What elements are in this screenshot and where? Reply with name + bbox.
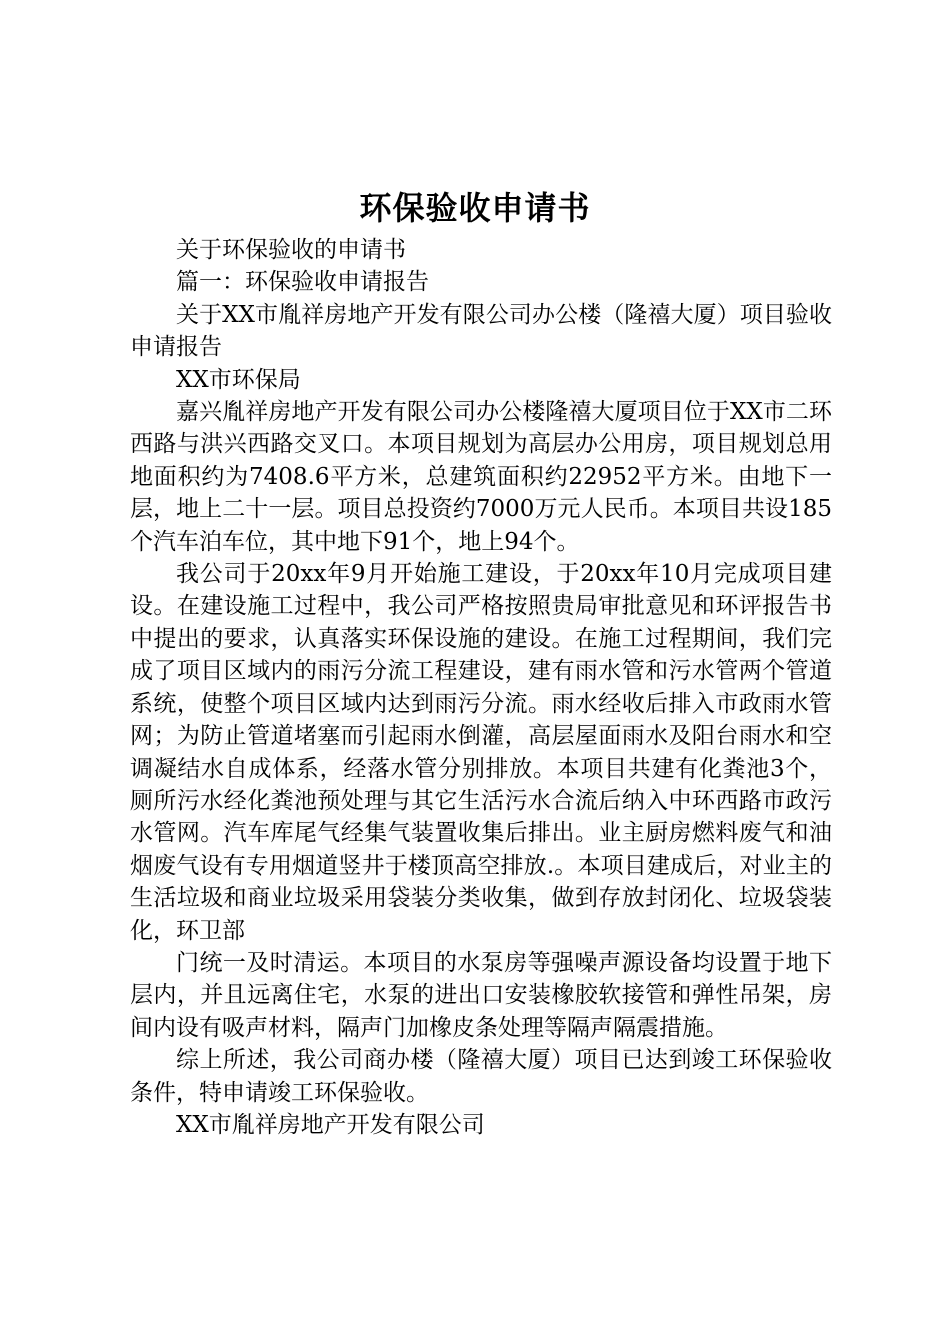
document-body (130, 234, 832, 1141)
paragraph-project-overview: 嘉兴胤祥房地产开发有限公司办公楼隆禧大厦项目位于XX市二环西路与洪兴西路交叉口。本项目规划为高层办公用房，项目规划总用地面积约为7408.6平方米，总建筑面积约22952平方米。由地下一层，地上二十一层。项目总投资约7000万元人民币。本项目共设185个汽车泊车位，其中地下91个，地上94个。 (130, 399, 832, 555)
paragraph-subject: 关于环保验收的申请书 (176, 237, 406, 263)
paragraph-signature-company: XX市胤祥房地产开发有限公司 (176, 1111, 485, 1138)
paragraph-construction-details: 我公司于20xx年9月开始施工建设，于20xx年10月完成项目建设。在建设施工过程中，我公司严格按照贵局审批意见和环评报告书中提出的要求，认真落实环保设施的建设。在施工过程期间，我们完成了项目区域内的雨污分流工程建设，建有雨水管和污水管两个管道系统，使整个项目区域内达到雨污分流。雨水经收后排入市政雨水管网；为防止管道堵塞而引起雨水倒灌，高层屋面雨水及阳台雨水和空调凝结水自成体系，经落水管分别排放。本项目共建有化粪池3个，厕所污水经化粪池预处理与其它生活污水合流后纳入中环西路市政污水管网。汽车库尾气经集气装置收集后排出。业主厨房燃料废气和油烟废气设有专用烟道竖井于楼顶高空排放.。本项目建成后，对业主的生活垃圾和商业垃圾采用袋装分类收集，做到存放封闭化、垃圾袋装化，环卫部 (130, 561, 832, 944)
paragraph-report-title: 关于XX市胤祥房地产开发有限公司办公楼（隆禧大厦）项目验收申请报告 (130, 301, 832, 361)
paragraph-section-heading: 篇一：环保验收申请报告 (176, 269, 429, 296)
document-title: 环保验收申请书 (359, 189, 591, 227)
paragraph-recipient: XX市环保局 (176, 366, 301, 393)
paragraph-noise-measures: 门统一及时清运。本项目的水泵房等强噪声源设备均设置于地下层内，并且远离住宅，水泵的进出口安装橡胶软接管和弹性吊架，房间内设有吸声材料，隔声门加橡皮条处理等隔声隔震措施。 (130, 949, 832, 1041)
paragraph-conclusion: 综上所述，我公司商办楼（隆禧大厦）项目已达到竣工环保验收条件，特申请竣工环保验收。 (130, 1047, 832, 1106)
